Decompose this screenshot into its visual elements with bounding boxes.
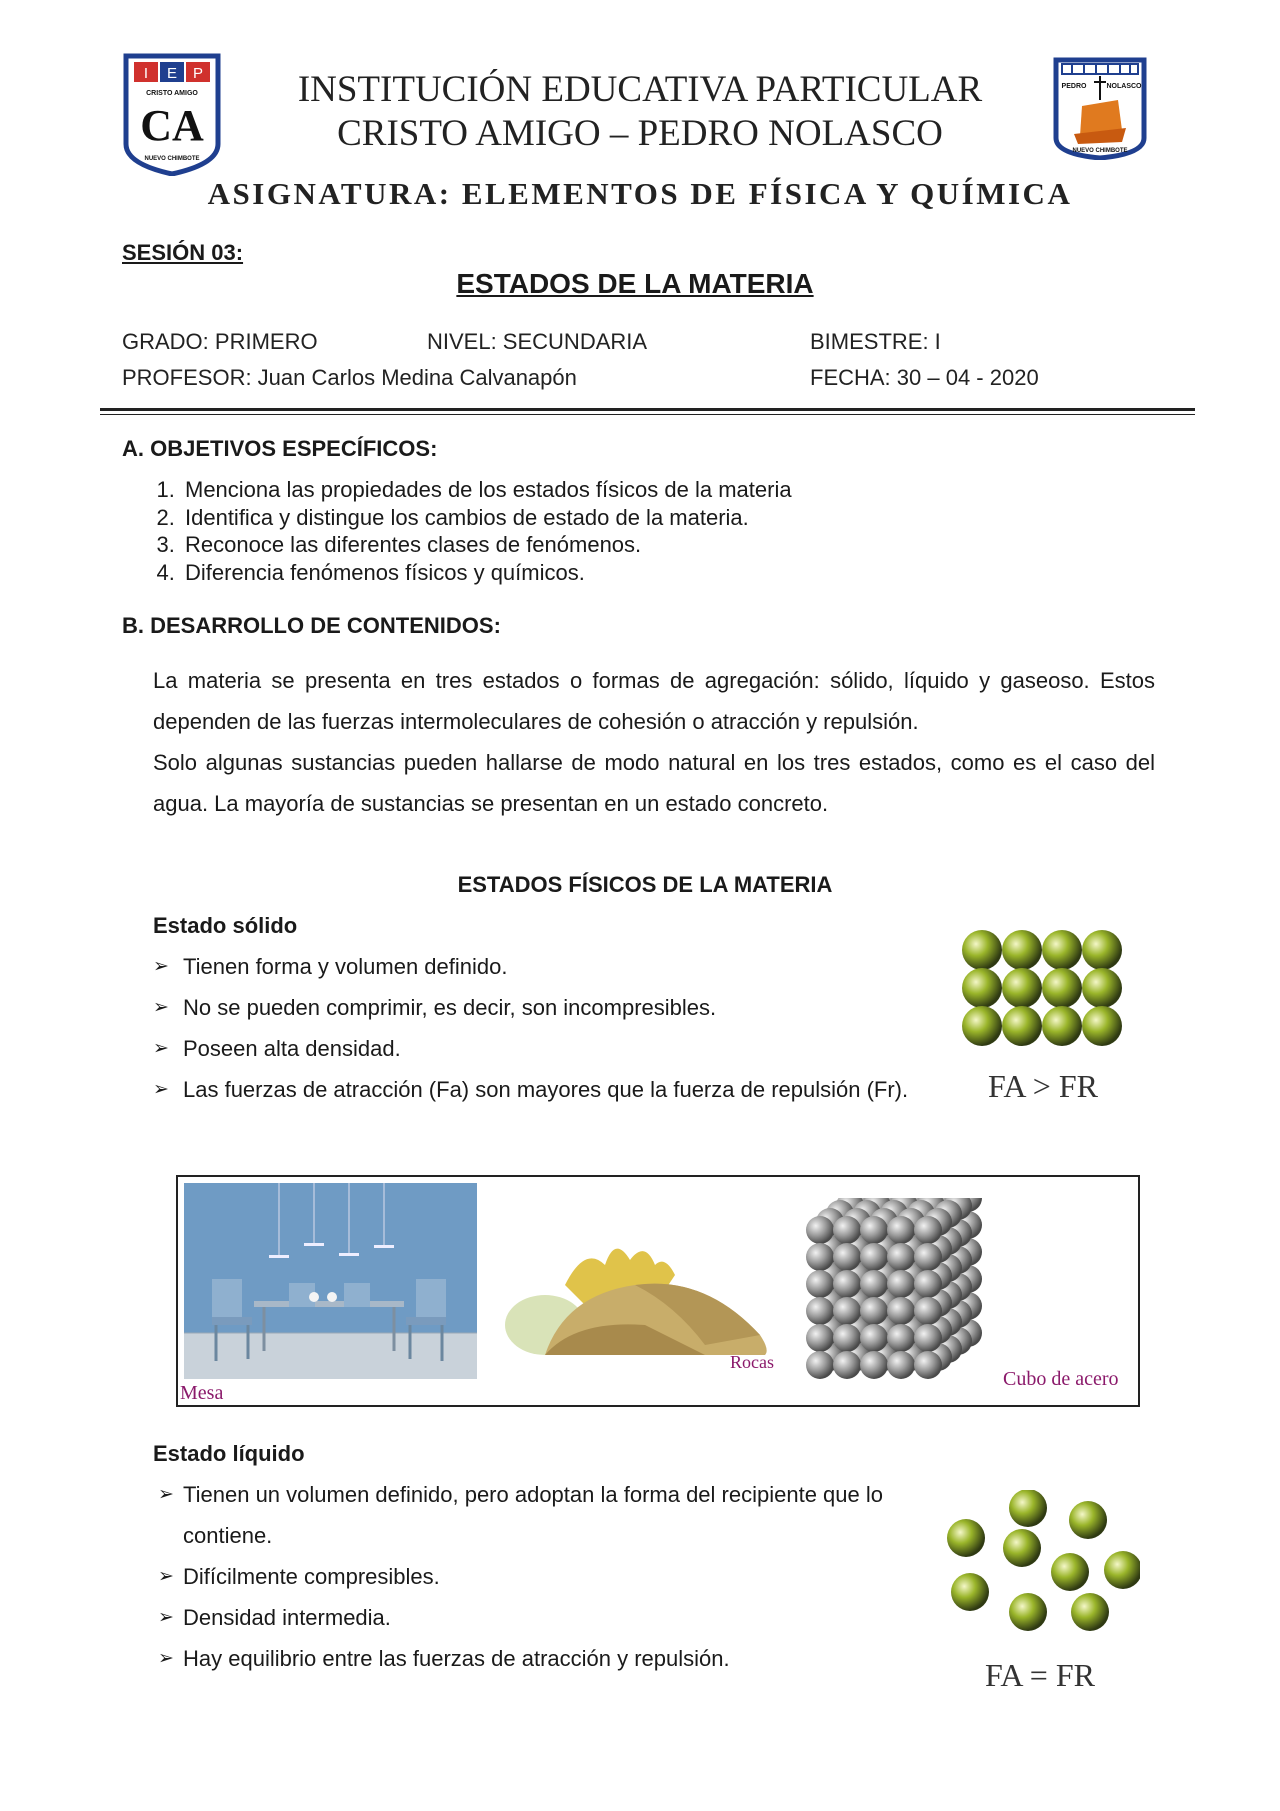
divider-thick <box>100 408 1195 411</box>
liquid-particle <box>1009 1490 1047 1527</box>
liquid-particle <box>947 1519 985 1557</box>
steel-sphere <box>914 1216 942 1244</box>
liquid-particle <box>951 1573 989 1611</box>
development-paragraph-1: La materia se presenta en tres estados o formas de agregación: sólido, líquido y gaseoso. Estos dependen de las fuerzas intermoleculares de cohesión o atracción y repulsión. <box>153 668 1155 734</box>
steel-sphere <box>860 1270 888 1298</box>
solid-particles-diagram <box>960 930 1130 1050</box>
list-item: ➢ Las fuerzas de atracción (Fa) son mayores que la fuerza de repulsión (Fr). <box>153 1069 931 1110</box>
caption-mesa: Mesa <box>180 1382 224 1404</box>
liquid-bullets <box>158 1474 910 1679</box>
arrow-bullet-icon: ➢ <box>158 1484 174 1505</box>
steel-sphere <box>833 1243 861 1271</box>
development-paragraph-2: Solo algunas sustancias pueden hallarse de modo natural en los tres estados, como es el caso del agua. La mayoría de sustancias se presentan en un estado concreto. <box>153 750 1155 816</box>
liquid-particles-diagram <box>940 1490 1140 1650</box>
solid-bullets <box>153 946 931 1110</box>
steel-sphere <box>806 1324 834 1352</box>
solid-particle <box>1082 968 1122 1008</box>
caption-rocas: Rocas <box>730 1352 774 1372</box>
liquid-title: Estado líquido <box>153 1441 305 1466</box>
list-item: 1. Menciona las propiedades de los estados físicos de la materia <box>181 476 792 504</box>
liquid-particle <box>1069 1501 1107 1539</box>
liquid-particle <box>1071 1593 1109 1631</box>
caption-cubo-de-acero: Cubo de acero <box>1003 1368 1119 1390</box>
arrow-bullet-icon: ➢ <box>153 1038 169 1059</box>
solid-particle <box>1002 1006 1042 1046</box>
steel-sphere <box>860 1297 888 1325</box>
solid-particle <box>1002 968 1042 1008</box>
logo-monogram: CA <box>140 101 204 150</box>
steel-sphere <box>806 1216 834 1244</box>
solid-particle <box>1042 930 1082 970</box>
solid-particle <box>1002 930 1042 970</box>
steel-sphere <box>833 1297 861 1325</box>
steel-sphere <box>887 1351 915 1379</box>
info-bimestre: BIMESTRE: I <box>810 329 941 354</box>
logo-right-left-text: PEDRO <box>1061 83 1087 90</box>
rocks-illustration <box>505 1225 780 1360</box>
solid-particle <box>962 1006 1002 1046</box>
steel-sphere <box>860 1243 888 1271</box>
logo-right <box>1052 56 1148 160</box>
logo-left <box>122 52 222 176</box>
list-item: ➢ No se pueden comprimir, es decir, son incompresibles. <box>153 987 931 1028</box>
steel-sphere <box>833 1216 861 1244</box>
subject-title: ASIGNATURA: ELEMENTOS DE FÍSICA Y QUÍMICA <box>207 176 1073 211</box>
steel-sphere <box>833 1351 861 1379</box>
list-item: 3. Reconoce las diferentes clases de fenómenos. <box>181 531 792 559</box>
liquid-formula: FA = FR <box>985 1657 1095 1693</box>
arrow-bullet-icon: ➢ <box>153 956 169 977</box>
steel-sphere <box>914 1351 942 1379</box>
arrow-bullet-icon: ➢ <box>158 1607 174 1628</box>
logo-bottom-text: NUEVO CHIMBOTE <box>144 156 200 162</box>
steel-sphere <box>914 1243 942 1271</box>
list-item: ➢ Densidad intermedia. <box>158 1597 910 1638</box>
solid-particle <box>1082 1006 1122 1046</box>
logo-letter-e: E <box>166 65 178 82</box>
session-title: ESTADOS DE LA MATERIA <box>456 268 814 299</box>
steel-sphere <box>887 1216 915 1244</box>
school-name-line2: CRISTO AMIGO – PEDRO NOLASCO <box>337 113 943 154</box>
info-grado: GRADO: PRIMERO <box>122 329 318 354</box>
steel-sphere <box>860 1324 888 1352</box>
steel-sphere <box>860 1216 888 1244</box>
arrow-bullet-icon: ➢ <box>158 1566 174 1587</box>
steel-sphere <box>914 1297 942 1325</box>
logo-letter-i: I <box>143 65 149 82</box>
list-item: ➢ Poseen alta densidad. <box>153 1028 931 1069</box>
logo-right-right-text: NOLASCO <box>1106 83 1142 90</box>
solid-particle <box>1082 930 1122 970</box>
arrow-bullet-icon: ➢ <box>153 1079 169 1100</box>
liquid-particle <box>1003 1529 1041 1567</box>
steel-sphere <box>833 1324 861 1352</box>
info-nivel: NIVEL: SECUNDARIA <box>427 329 648 354</box>
steel-sphere <box>887 1324 915 1352</box>
objectives-heading: A. OBJETIVOS ESPECÍFICOS: <box>122 436 438 461</box>
table-chairs-illustration <box>184 1183 477 1379</box>
solid-particle <box>1042 1006 1082 1046</box>
school-name-line1: INSTITUCIÓN EDUCATIVA PARTICULAR <box>297 69 983 110</box>
development-heading: B. DESARROLLO DE CONTENIDOS: <box>122 613 501 638</box>
objectives-list <box>155 476 792 586</box>
steel-cube-illustration <box>798 1198 983 1388</box>
list-item: 4. Diferencia fenómenos físicos y químicos. <box>181 559 792 587</box>
logo-top-text: CRISTO AMIGO <box>146 90 198 97</box>
steel-sphere <box>806 1351 834 1379</box>
divider-thin <box>100 414 1195 415</box>
liquid-particle <box>1009 1593 1047 1631</box>
liquid-particle <box>1051 1553 1089 1591</box>
steel-sphere <box>806 1270 834 1298</box>
arrow-bullet-icon: ➢ <box>158 1648 174 1669</box>
list-item: ➢ Tienen un volumen definido, pero adoptan la forma del recipiente que lo contiene. <box>158 1474 910 1556</box>
steel-sphere <box>833 1270 861 1298</box>
arrow-bullet-icon: ➢ <box>153 997 169 1018</box>
steel-sphere <box>887 1297 915 1325</box>
steel-sphere <box>806 1297 834 1325</box>
liquid-particle <box>1104 1551 1140 1589</box>
steel-sphere <box>887 1270 915 1298</box>
solid-particle <box>962 930 1002 970</box>
steel-sphere <box>914 1270 942 1298</box>
logo-right-bottom-text: NUEVO CHIMBOTE <box>1072 148 1128 154</box>
list-item: 2. Identifica y distingue los cambios de estado de la materia. <box>181 504 792 532</box>
steel-sphere <box>887 1243 915 1271</box>
list-item: ➢ Tienen forma y volumen definido. <box>153 946 931 987</box>
info-profesor: PROFESOR: Juan Carlos Medina Calvanapón <box>122 365 577 390</box>
solid-formula: FA > FR <box>988 1068 1098 1104</box>
session-label: SESIÓN 03: <box>122 240 244 265</box>
steel-sphere <box>860 1351 888 1379</box>
solid-particle <box>962 968 1002 1008</box>
steel-sphere <box>806 1243 834 1271</box>
list-item: ➢ Difícilmente compresibles. <box>158 1556 910 1597</box>
steel-sphere <box>914 1324 942 1352</box>
list-item: ➢ Hay equilibrio entre las fuerzas de atracción y repulsión. <box>158 1638 910 1679</box>
solid-particle <box>1042 968 1082 1008</box>
states-heading: ESTADOS FÍSICOS DE LA MATERIA <box>457 872 833 897</box>
info-fecha: FECHA: 30 – 04 - 2020 <box>810 365 1039 390</box>
logo-letter-p: P <box>192 65 204 82</box>
solid-title: Estado sólido <box>153 913 298 938</box>
